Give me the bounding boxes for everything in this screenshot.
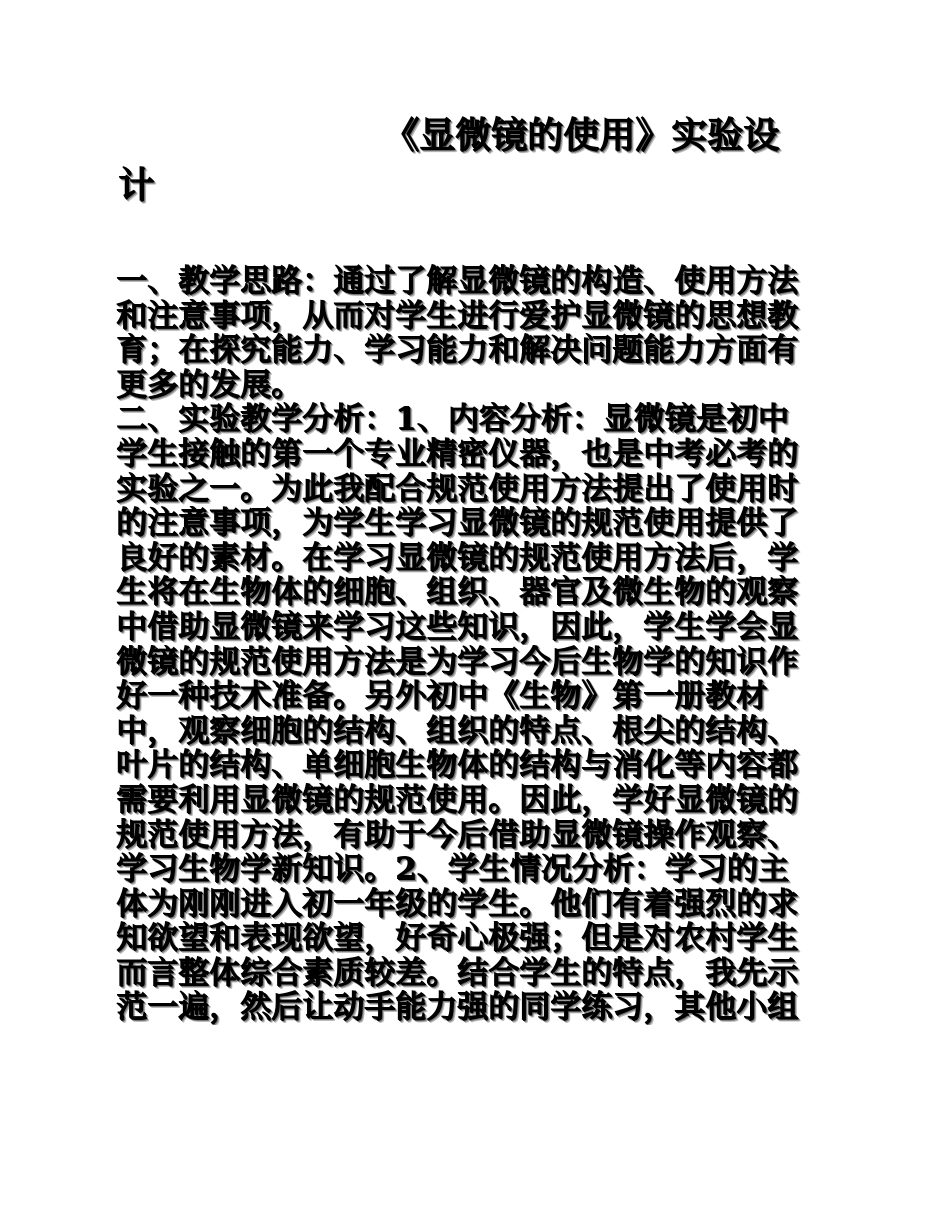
body-line: 良好的素材。在学习显微镜的规范使用方法后，学 [116, 540, 798, 576]
body-line: 体为刚刚进入初一年级的学生。他们有着强烈的求 [116, 886, 798, 922]
document-title [118, 110, 848, 210]
body-line: 而言整体综合素质较差。结合学生的特点，我先示 [116, 955, 798, 991]
body-line: 实验之一。为此我配合规范使用方法提出了使用时 [116, 471, 798, 507]
body-line: 中，观察细胞的结构、组织的特点、根尖的结构、 [116, 713, 798, 749]
body-line: 的注意事项，为学生学习显微镜的规范使用提供了 [116, 506, 798, 541]
body-line: 微镜的规范使用方法是为学习今后生物学的知识作 [116, 644, 798, 680]
body-line: 需要利用显微镜的规范使用。因此，学好显微镜的 [116, 782, 798, 818]
body-line: 叶片的结构、单细胞生物体的结构与消化等内容都 [116, 748, 798, 783]
document-body [116, 264, 836, 1025]
body-line: 一、教学思路：通过了解显微镜的构造、使用方法 [116, 264, 798, 299]
body-line: 和注意事项，从而对学生进行爱护显微镜的思想教 [116, 298, 798, 334]
body-line: 学习生物学新知识。2、学生情况分析：学习的主 [116, 852, 789, 887]
title-line: 计 [118, 164, 155, 206]
body-line: 好一种技术准备。另外初中《生物》第一册教材 [116, 679, 767, 714]
body-line: 生将在生物体的细胞、组织、器官及微生物的观察 [116, 575, 798, 610]
body-line: 二、实验教学分析：1、内容分析：显微镜是初中 [116, 402, 789, 437]
body-line: 学生接触的第一个专业精密仪器，也是中考必考的 [116, 436, 798, 472]
body-line: 更多的发展。 [116, 367, 302, 403]
body-line: 中借助显微镜来学习这些知识，因此，学生学会显 [116, 609, 798, 645]
body-line: 知欲望和表现欲望，好奇心极强；但是对农村学生 [116, 921, 798, 956]
body-line: 育；在探究能力、学习能力和解决问题能力方面有 [116, 333, 798, 368]
title-line: 《显微镜的使用》实验设 [383, 114, 780, 156]
body-line: 规范使用方法，有助于今后借助显微镜操作观察、 [116, 817, 798, 853]
body-line: 范一遍，然后让动手能力强的同学练习，其他小组 [116, 990, 798, 1026]
